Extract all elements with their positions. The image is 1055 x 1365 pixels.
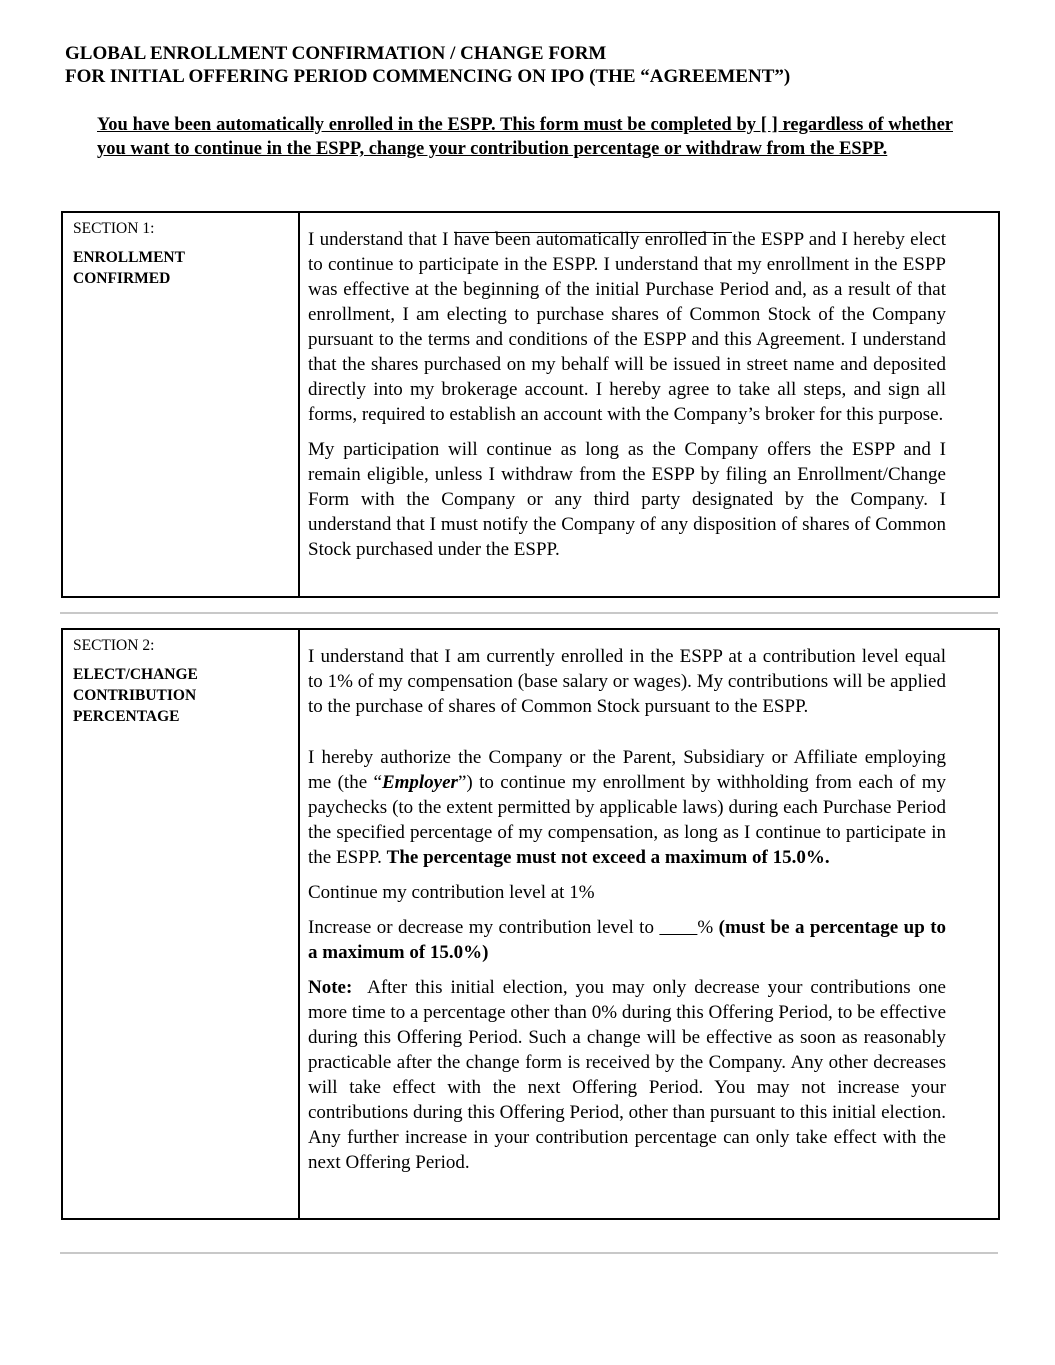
option-2-limit: (must be a percentage up to a maximum of 15.0%) <box>308 917 947 963</box>
section-2-name-line-3: PERCENTAGE <box>73 708 180 725</box>
maximum-percentage-statement: The percentage must not exceed a maximum of 15.0%. <box>386 847 830 868</box>
section-2-paragraph-2 <box>308 745 946 870</box>
option-change-contribution[interactable] <box>308 915 946 965</box>
percent-sign: % <box>697 917 719 938</box>
section-divider-1 <box>60 612 998 614</box>
section-1-paragraph-2: My participation will continue as long as the Company offers the ESPP and I remain eligible, unless I withdraw from the ESPP by filing an Enrollment/Change Form with the Company or any third party designated by the Company. I understand that I must notify the Company of any disposition of shares of Common Stock purchased under the ESPP. <box>308 439 946 560</box>
section-2-contribution-percentage <box>61 628 1000 1220</box>
section-1-number: SECTION 1: <box>73 220 155 237</box>
note-label: Note: <box>308 977 353 998</box>
section-1-p1-rest: the ESPP and I hereby elect to continue to participate in the ESPP. I understand that my enrollment in the ESPP was effective at the beginning of the initial Purchase Period and, as a result of that enrollment, I am electing to purchase shares of Common Stock of the Company pursuant to the terms and conditions of the ESPP and this Agreement. I understand that the shares purchased on my behalf will be issued in street name and deposited directly into my brokerage account. I hereby agree to take all steps, and sign all forms, required to establish an account with the Company’s broker for this purpose. <box>308 229 947 425</box>
employer-term: Employer <box>381 772 458 793</box>
section-2-note <box>308 975 951 1175</box>
option-continue-contribution[interactable]: Continue my contribution level at 1% <box>308 882 595 903</box>
enrollment-notice: You have been automatically enrolled in the ESPP. This form must be completed by [ ] regardless of whether you want to continue in the ESPP, change your contribution percentage or withdraw from the ESPP. <box>97 115 953 159</box>
section-1-name-line-1: ENROLLMENT <box>73 249 185 266</box>
struck-through-text: have been automatically enrolled in <box>453 229 733 250</box>
note-text: After this initial election, you may only decrease your contributions one more time to a percentage other than 0% during this Offering Period, to be effective during this Offering Period. Such a change will be effective as soon as reasonably practicable after the change form is received by the Company. Any other decreases will take effect with the next Offering Period. You may not increase your contributions during this Offering Period, other than pursuant to this initial election. Any further increase in your contribution percentage can only take effect with the next Offering Period. <box>308 977 951 1173</box>
contribution-percentage-blank[interactable] <box>659 917 697 938</box>
section-1-name-line-2: CONFIRMED <box>73 270 171 287</box>
section-2-label <box>63 630 300 1218</box>
section-2-p2-a: I hereby authorize the Company or the Parent, Subsidiary or Affiliate employing me (the “ <box>308 747 946 793</box>
section-1-label <box>63 213 300 596</box>
section-1-paragraph-1 <box>308 227 946 427</box>
section-2-name-line-1: ELECT/CHANGE <box>73 666 198 683</box>
section-2-p2-b: ”) to continue my enrollment by withholding from each of my paychecks (to the extent permitted by applicable laws) during each Purchase Period the specified percentage of my compensation, as long as I continue to participate in the ESPP. <box>308 772 946 868</box>
section-2-name-line-2: CONTRIBUTION <box>73 687 197 704</box>
section-1-p1-start: I understand that I <box>308 229 454 250</box>
option-2-text: Increase or decrease my contribution level to <box>308 917 660 938</box>
form-title-line-1: GLOBAL ENROLLMENT CONFIRMATION / CHANGE FORM <box>65 43 607 64</box>
section-2-number: SECTION 2: <box>73 637 155 654</box>
section-2-content <box>300 630 998 1218</box>
section-2-paragraph-1: I understand that I am currently enrolled in the ESPP at a contribution level equal to 1% of my compensation (base salary or wages). My contributions will be applied to the purchase of shares of Common Stock pursuant to the ESPP. <box>308 646 946 717</box>
section-1-content <box>300 213 998 596</box>
form-title <box>65 42 790 88</box>
section-1-enrollment-confirmed <box>61 211 1000 598</box>
section-divider-2 <box>60 1252 998 1254</box>
form-title-line-2: FOR INITIAL OFFERING PERIOD COMMENCING ON IPO (THE “AGREEMENT”) <box>65 66 791 87</box>
